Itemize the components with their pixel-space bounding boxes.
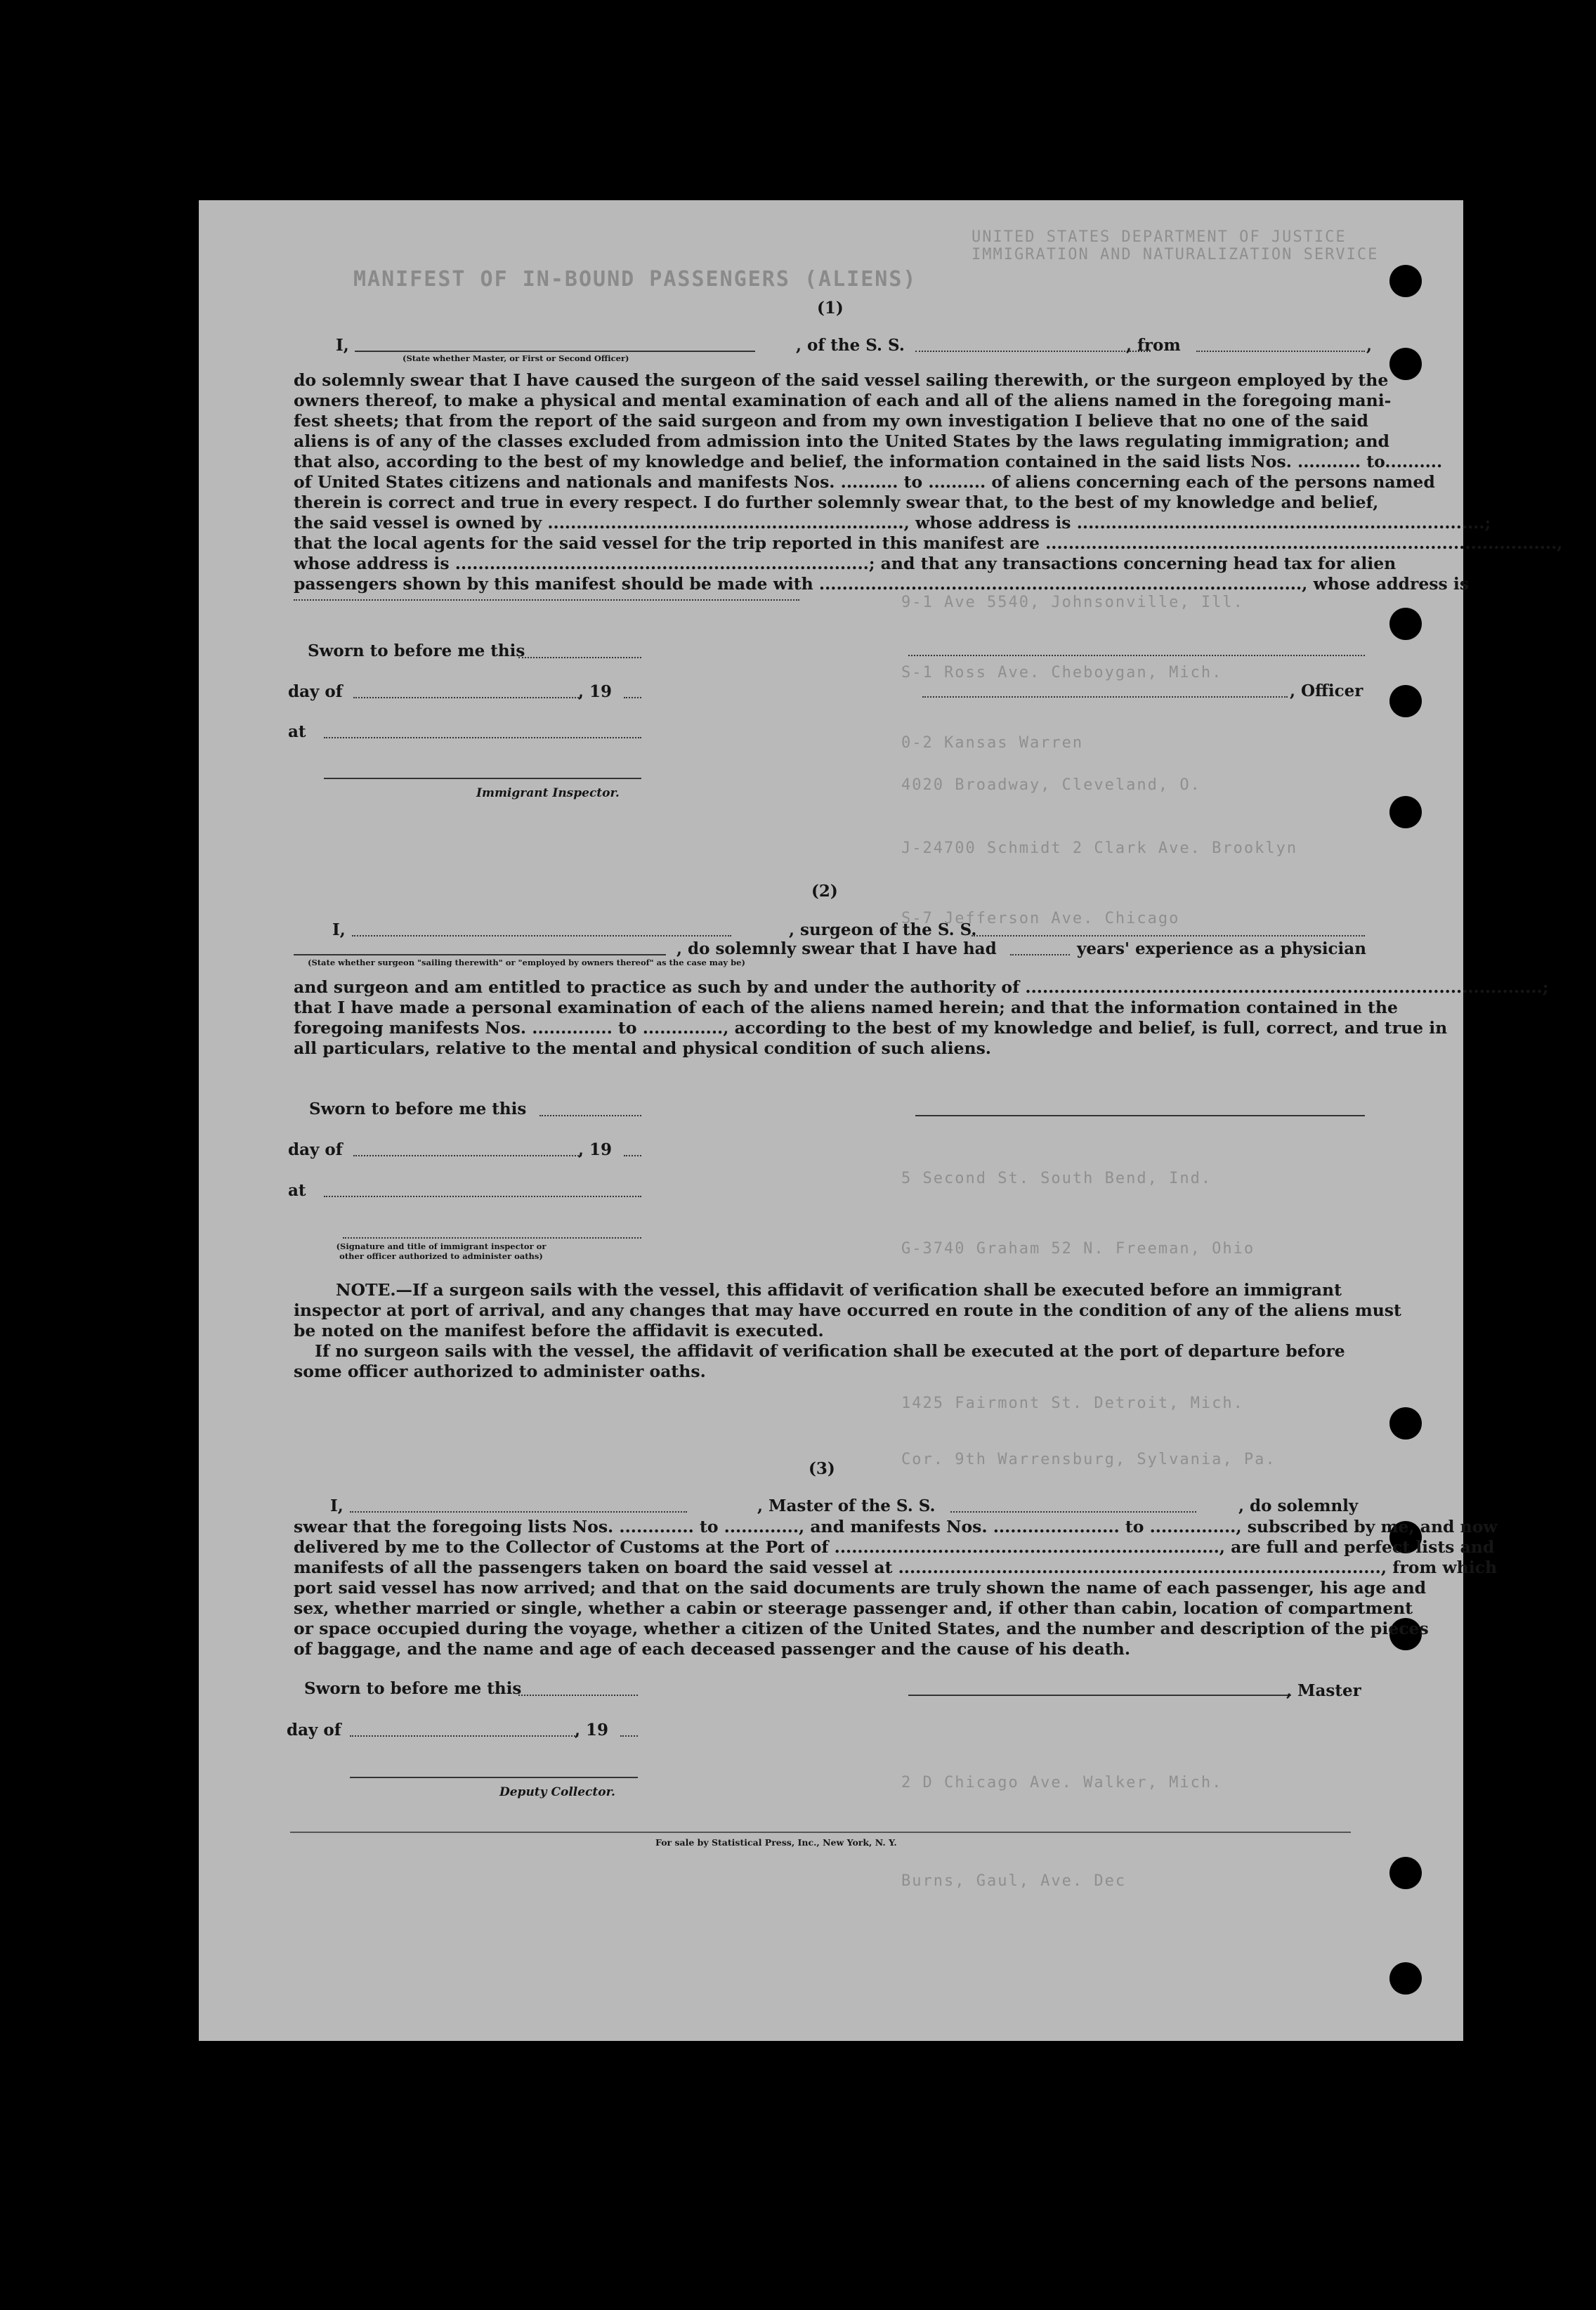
surgeon-signature-line — [915, 1115, 1365, 1116]
day-line — [350, 1735, 578, 1737]
footer-rule — [290, 1832, 1351, 1833]
punch-hole — [1389, 1962, 1422, 1995]
bleed-through-row: 2 D Chicago Ave. Walker, Mich. — [901, 1774, 1223, 1792]
punch-hole — [1389, 265, 1422, 297]
oath-line: whose address is ........................................................................; and that any transactions concerning head tax for alien — [294, 554, 1396, 573]
oath-line: fest sheets; that from the report of the said surgeon and from my own investigation I believe that no one of the said — [294, 411, 1368, 431]
bleed-through-row: 9-1 Ave 5540, Johnsonville, Ill. — [901, 594, 1244, 611]
punch-hole — [1389, 796, 1422, 828]
years-label: years' experience as a physician — [1077, 939, 1366, 958]
oath-line: of baggage, and the name and age of each deceased passenger and the cause of his death. — [294, 1639, 1131, 1659]
year-label: , 19 — [575, 1721, 609, 1740]
oath-line: all particulars, relative to the mental and physical condition of such aliens. — [294, 1038, 991, 1058]
master-label: , Master — [1286, 1681, 1361, 1700]
sworn-label: Sworn to before me this — [309, 1099, 527, 1118]
note-line: some officer authorized to administer oaths. — [294, 1362, 706, 1381]
officer-signature-line-2 — [922, 696, 1288, 698]
oath-line: owners thereof, to make a physical and mental examination of each and all of the aliens named in the foregoing mani- — [294, 391, 1392, 410]
comma: , — [1366, 336, 1373, 355]
oath-line: delivered by me to the Collector of Customs at the Port of ..................................................................., are full and perfect lists and — [294, 1537, 1495, 1557]
punch-hole — [1389, 1857, 1422, 1889]
oath-line: swear that the foregoing lists Nos. ............. to ............., and manifests Nos. ...................... to ..............., subscribed by me, and now — [294, 1517, 1498, 1536]
year-line — [624, 697, 641, 698]
note-line: If no surgeon sails with the vessel, the affidavit of verification shall be executed at the port of departure before — [315, 1341, 1345, 1361]
manifest-page — [199, 200, 1563, 2041]
section-number: (3) — [809, 1459, 835, 1478]
swear-label: , do solemnly swear that I have had — [676, 939, 997, 958]
officer-name-line — [355, 351, 755, 352]
sworn-date-line — [518, 1695, 638, 1696]
master-name-line — [350, 1511, 687, 1513]
at-label: at — [288, 722, 306, 741]
surgeon-hint: (State whether surgeon "sailing therewith" or "employed by owners thereof" as the case may be) — [308, 958, 745, 967]
sworn-label: Sworn to before me this — [304, 1679, 522, 1698]
bleed-through-row: 4020 Broadway, Cleveland, O. — [901, 776, 1201, 794]
oath-line: and surgeon and am entitled to practice as such by and under the authority of ..........................................................................................; — [294, 977, 1549, 997]
day-line — [353, 697, 582, 698]
bleed-through-row: 5 Second St. South Bend, Ind. — [901, 1170, 1212, 1187]
oath-line: foregoing manifests Nos. .............. to .............., according to the best of my knowledge and belief, is full, correct, and true in — [294, 1018, 1448, 1038]
oath-line: passengers shown by this manifest should be made with ...................................................................................., whose address is — [294, 574, 1470, 594]
bleed-through-row: S-7 Jefferson Ave. Chicago — [901, 910, 1180, 927]
inspector-signature-line — [324, 778, 641, 779]
sworn-date-line — [518, 657, 641, 658]
punch-hole — [1389, 685, 1422, 717]
surgeon-status-line — [294, 954, 666, 955]
master-prefix: I, — [330, 1496, 344, 1515]
oath-line: sex, whether married or single, whether a cabin or steerage passenger and, if other than cabin, location of compartment — [294, 1598, 1413, 1618]
bleed-through-title: MANIFEST OF IN-BOUND PASSENGERS (ALIENS) — [353, 267, 917, 292]
year-label: , 19 — [578, 1140, 613, 1159]
officer-label: , Officer — [1290, 681, 1363, 700]
bleed-through-row: G-3740 Graham 52 N. Freeman, Ohio — [901, 1240, 1255, 1258]
inspector-signature-line — [343, 1237, 641, 1239]
punch-hole — [1389, 1407, 1422, 1440]
oath-line: aliens is of any of the classes excluded from admission into the United States by the laws regulating immigration; and — [294, 431, 1389, 451]
deputy-signature-line — [350, 1777, 638, 1778]
officer-hint: (State whether Master, or First or Second Officer) — [403, 353, 629, 363]
oath-line: that also, according to the best of my knowledge and belief, the information contained in the said lists Nos. ........... to.......... — [294, 452, 1443, 471]
printer-footer: For sale by Statistical Press, Inc., New York, N. Y. — [655, 1837, 897, 1848]
oath-line: or space occupied during the voyage, whether a citizen of the United States, and the number and description of the pieces — [294, 1619, 1429, 1638]
of-ss-label: , of the S. S. — [796, 336, 905, 355]
oath-line: therein is correct and true in every respect. I do further solemnly swear that, to the best of my knowledge and belief, — [294, 492, 1379, 512]
deputy-caption: Deputy Collector. — [499, 1785, 615, 1799]
bleed-through-dept: UNITED STATES DEPARTMENT OF JUSTICE — [972, 228, 1347, 246]
sworn-label: Sworn to before me this — [308, 641, 525, 660]
note-line: NOTE.—If a surgeon sails with the vessel, this affidavit of verification shall be executed before an immigrant — [336, 1280, 1342, 1300]
do-solemnly-label: , do solemnly — [1238, 1496, 1359, 1515]
punch-hole — [1389, 348, 1422, 380]
oath-line: that the local agents for the said vessel for the trip reported in this manifest are ........................................................................................., — [294, 533, 1563, 553]
oath-line: the said vessel is owned by .............................................................., whose address is .......................................................................; — [294, 513, 1491, 533]
at-line — [324, 737, 641, 738]
signature-hint: (Signature and title of immigrant inspector or — [336, 1241, 547, 1251]
master-vessel-line — [950, 1511, 1196, 1513]
years-line — [1010, 954, 1070, 955]
bleed-through-row: S-1 Ross Ave. Cheboygan, Mich. — [901, 664, 1223, 681]
address-continuation-line — [294, 599, 799, 601]
officer-signature-line-1 — [908, 655, 1365, 656]
punch-hole — [1389, 608, 1422, 640]
signature-hint: other officer authorized to administer oaths) — [339, 1251, 543, 1261]
inspector-caption: Immigrant Inspector. — [476, 786, 620, 800]
master-signature-line — [908, 1695, 1291, 1696]
bleed-through-service: IMMIGRATION AND NATURALIZATION SERVICE — [972, 246, 1379, 263]
day-of-label: day of — [287, 1721, 341, 1740]
from-label: , from — [1126, 336, 1181, 355]
surgeon-name-line — [352, 935, 731, 937]
bleed-through-row: 0-2 Kansas Warren — [901, 734, 1084, 752]
year-label: , 19 — [578, 682, 613, 701]
note-line: be noted on the manifest before the affidavit is executed. — [294, 1321, 824, 1340]
surgeon-of-label: , surgeon of the S. S. — [789, 920, 977, 939]
oath-line: do solemnly swear that I have caused the surgeon of the said vessel sailing therewith, or the surgeon employed by the — [294, 370, 1389, 390]
section-number: (2) — [811, 882, 838, 901]
sworn-date-line — [539, 1115, 641, 1116]
vessel-name-line — [915, 351, 1151, 352]
year-line — [620, 1735, 638, 1737]
master-of-label: , Master of the S. S. — [757, 1496, 936, 1515]
bleed-through-row: 1425 Fairmont St. Detroit, Mich. — [901, 1395, 1244, 1412]
bleed-through-row: J-24700 Schmidt 2 Clark Ave. Brooklyn — [901, 840, 1298, 857]
bleed-through-row: Cor. 9th Warrensburg, Sylvania, Pa. — [901, 1451, 1276, 1468]
surgeon-prefix: I, — [332, 920, 346, 939]
note-line: inspector at port of arrival, and any changes that may have occurred en route in the condition of any of the aliens must — [294, 1300, 1401, 1320]
from-port-line — [1196, 351, 1365, 352]
day-of-label: day of — [288, 1140, 343, 1159]
surgeon-vessel-line — [972, 935, 1365, 937]
affiant-prefix: I, — [336, 336, 349, 355]
at-label: at — [288, 1181, 306, 1200]
at-line — [324, 1196, 641, 1197]
year-line — [624, 1155, 641, 1156]
oath-line: of United States citizens and nationals and manifests Nos. .......... to .......... of aliens concerning each of the persons named — [294, 472, 1435, 492]
day-of-label: day of — [288, 682, 343, 701]
section-number: (1) — [817, 299, 844, 318]
bleed-through-row: Burns, Gaul, Ave. Dec — [901, 1872, 1127, 1890]
day-line — [353, 1155, 582, 1156]
oath-line: manifests of all the passengers taken on board the said vessel at ...................................................................................., from which — [294, 1558, 1498, 1577]
oath-line: that I have made a personal examination of each of the aliens named herein; and that the information contained in the — [294, 998, 1398, 1017]
oath-line: port said vessel has now arrived; and that on the said documents are truly shown the name of each passenger, his age and — [294, 1578, 1427, 1598]
